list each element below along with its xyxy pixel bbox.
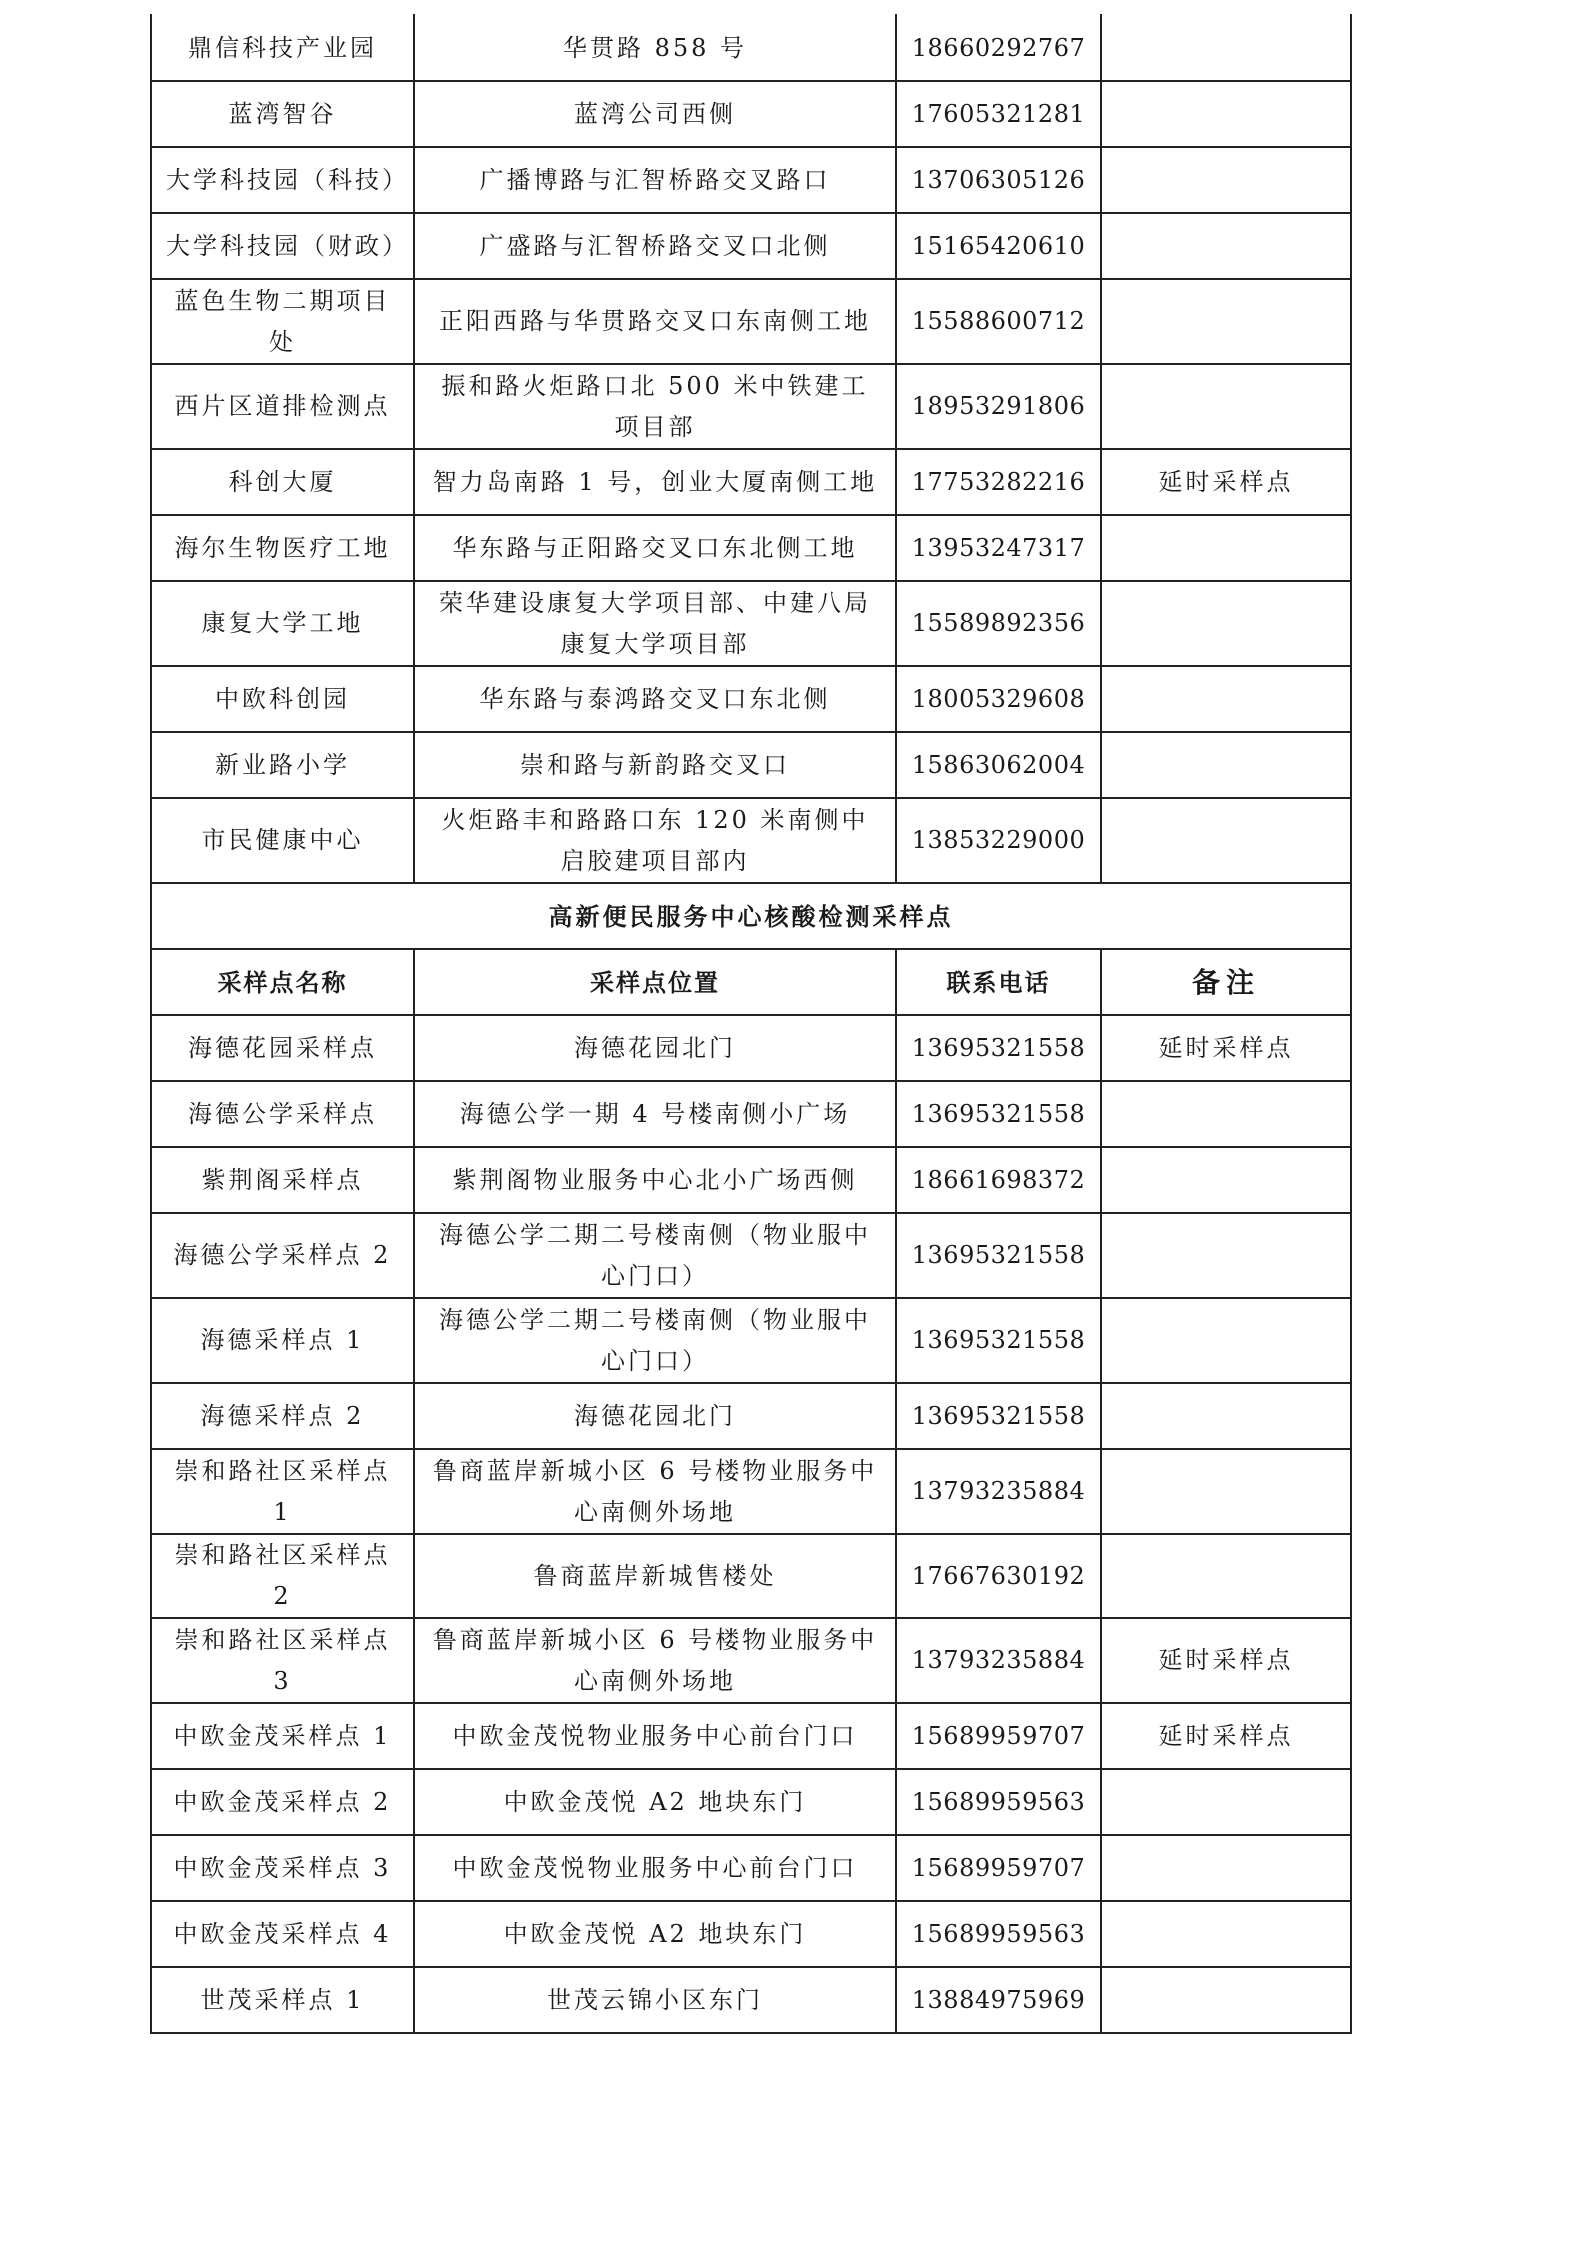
site-note-cell	[1101, 581, 1351, 666]
site-location-cell: 崇和路与新韵路交叉口	[414, 732, 896, 798]
site-note-cell	[1101, 364, 1351, 449]
table-row	[151, 15, 1351, 81]
site-name-cell: 中欧金茂采样点 2	[151, 1769, 414, 1835]
site-location-cell: 华东路与正阳路交叉口东北侧工地	[414, 515, 896, 581]
site-note-cell	[1101, 81, 1351, 147]
site-phone-cell: 15589892356	[896, 581, 1101, 666]
site-name-cell: 海德花园采样点	[151, 1015, 414, 1081]
site-note-cell	[1101, 1901, 1351, 1967]
site-name-cell: 海德采样点 1	[151, 1298, 414, 1383]
site-name-cell: 崇和路社区采样点 3	[151, 1618, 414, 1703]
site-phone-cell: 15863062004	[896, 732, 1101, 798]
site-location-cell: 火炬路丰和路路口东 120 米南侧中启胶建项目部内	[414, 798, 896, 883]
table-row	[151, 1298, 1351, 1383]
table-row	[151, 449, 1351, 515]
site-note-cell	[1101, 1967, 1351, 2033]
table-row	[151, 81, 1351, 147]
table-row	[151, 581, 1351, 666]
table-row	[151, 732, 1351, 798]
site-location-cell: 海德公学二期二号楼南侧（物业服中心门口）	[414, 1298, 896, 1383]
site-note-cell	[1101, 1769, 1351, 1835]
site-note-cell	[1101, 1298, 1351, 1383]
site-phone-cell: 13695321558	[896, 1081, 1101, 1147]
site-note-cell: 延时采样点	[1101, 1618, 1351, 1703]
site-location-cell: 中欧金茂悦物业服务中心前台门口	[414, 1703, 896, 1769]
site-name-cell: 蓝色生物二期项目处	[151, 279, 414, 364]
column-header-phone: 联系电话	[896, 949, 1101, 1015]
site-phone-cell: 15689959563	[896, 1901, 1101, 1967]
site-note-cell	[1101, 732, 1351, 798]
site-name-cell: 中欧金茂采样点 4	[151, 1901, 414, 1967]
site-phone-cell: 15689959707	[896, 1835, 1101, 1901]
site-location-cell: 鲁商蓝岸新城售楼处	[414, 1534, 896, 1618]
site-note-cell	[1101, 213, 1351, 279]
site-note-cell	[1101, 1147, 1351, 1213]
site-location-cell: 紫荆阁物业服务中心北小广场西侧	[414, 1147, 896, 1213]
site-phone-cell: 18005329608	[896, 666, 1101, 732]
site-name-cell: 中欧金茂采样点 3	[151, 1835, 414, 1901]
table-row	[151, 1015, 1351, 1081]
site-phone-cell: 13853229000	[896, 798, 1101, 883]
site-name-cell: 科创大厦	[151, 449, 414, 515]
site-note-cell	[1101, 798, 1351, 883]
site-note-cell	[1101, 515, 1351, 581]
site-name-cell: 西片区道排检测点	[151, 364, 414, 449]
site-location-cell: 世茂云锦小区东门	[414, 1967, 896, 2033]
site-name-cell: 新业路小学	[151, 732, 414, 798]
site-location-cell: 海德花园北门	[414, 1015, 896, 1081]
site-name-cell: 大学科技园（财政）	[151, 213, 414, 279]
column-header-location: 采样点位置	[414, 949, 896, 1015]
column-header-note: 备注	[1101, 949, 1351, 1015]
table-row	[151, 1835, 1351, 1901]
site-name-cell: 鼎信科技产业园	[151, 15, 414, 81]
site-note-cell	[1101, 1213, 1351, 1298]
table-row	[151, 1081, 1351, 1147]
site-note-cell	[1101, 279, 1351, 364]
site-note-cell	[1101, 1835, 1351, 1901]
site-location-cell: 振和路火炬路口北 500 米中铁建工项目部	[414, 364, 896, 449]
site-note-cell	[1101, 666, 1351, 732]
site-phone-cell: 17753282216	[896, 449, 1101, 515]
table-row	[151, 1901, 1351, 1967]
table-row	[151, 1967, 1351, 2033]
site-name-cell: 蓝湾智谷	[151, 81, 414, 147]
site-location-cell: 华贯路 858 号	[414, 15, 896, 81]
site-phone-cell: 15689959707	[896, 1703, 1101, 1769]
site-note-cell	[1101, 147, 1351, 213]
table-row	[151, 1383, 1351, 1449]
site-phone-cell: 13793235884	[896, 1618, 1101, 1703]
site-name-cell: 中欧金茂采样点 1	[151, 1703, 414, 1769]
sampling-sites-table	[150, 14, 1352, 2034]
site-name-cell: 海德公学采样点 2	[151, 1213, 414, 1298]
site-phone-cell: 13695321558	[896, 1213, 1101, 1298]
site-location-cell: 海德公学一期 4 号楼南侧小广场	[414, 1081, 896, 1147]
table-body	[151, 15, 1351, 2033]
site-note-cell: 延时采样点	[1101, 449, 1351, 515]
table-row	[151, 1449, 1351, 1534]
site-location-cell: 广盛路与汇智桥路交叉口北侧	[414, 213, 896, 279]
site-name-cell: 海德采样点 2	[151, 1383, 414, 1449]
site-name-cell: 中欧科创园	[151, 666, 414, 732]
section-title-row	[151, 883, 1351, 949]
site-location-cell: 华东路与泰鸿路交叉口东北侧	[414, 666, 896, 732]
site-phone-cell: 18953291806	[896, 364, 1101, 449]
table-row	[151, 213, 1351, 279]
site-phone-cell: 15165420610	[896, 213, 1101, 279]
site-name-cell: 市民健康中心	[151, 798, 414, 883]
site-location-cell: 荣华建设康复大学项目部、中建八局康复大学项目部	[414, 581, 896, 666]
site-name-cell: 大学科技园（科技）	[151, 147, 414, 213]
table-header-row	[151, 949, 1351, 1015]
site-note-cell: 延时采样点	[1101, 1015, 1351, 1081]
site-name-cell: 海德公学采样点	[151, 1081, 414, 1147]
site-location-cell: 中欧金茂悦 A2 地块东门	[414, 1901, 896, 1967]
site-location-cell: 鲁商蓝岸新城小区 6 号楼物业服务中心南侧外场地	[414, 1449, 896, 1534]
site-phone-cell: 17605321281	[896, 81, 1101, 147]
site-location-cell: 鲁商蓝岸新城小区 6 号楼物业服务中心南侧外场地	[414, 1618, 896, 1703]
site-note-cell	[1101, 15, 1351, 81]
table-row	[151, 798, 1351, 883]
site-phone-cell: 15588600712	[896, 279, 1101, 364]
table-row	[151, 364, 1351, 449]
site-note-cell	[1101, 1449, 1351, 1534]
table-row	[151, 1618, 1351, 1703]
table-row	[151, 1769, 1351, 1835]
site-phone-cell: 13706305126	[896, 147, 1101, 213]
site-name-cell: 崇和路社区采样点 2	[151, 1534, 414, 1618]
site-phone-cell: 13695321558	[896, 1298, 1101, 1383]
site-location-cell: 中欧金茂悦 A2 地块东门	[414, 1769, 896, 1835]
site-name-cell: 世茂采样点 1	[151, 1967, 414, 2033]
table-row	[151, 279, 1351, 364]
site-location-cell: 海德公学二期二号楼南侧（物业服中心门口）	[414, 1213, 896, 1298]
site-phone-cell: 13793235884	[896, 1449, 1101, 1534]
site-location-cell: 正阳西路与华贯路交叉口东南侧工地	[414, 279, 896, 364]
site-note-cell	[1101, 1081, 1351, 1147]
site-name-cell: 崇和路社区采样点 1	[151, 1449, 414, 1534]
site-name-cell: 康复大学工地	[151, 581, 414, 666]
site-location-cell: 海德花园北门	[414, 1383, 896, 1449]
table-row	[151, 1213, 1351, 1298]
site-phone-cell: 13953247317	[896, 515, 1101, 581]
site-phone-cell: 15689959563	[896, 1769, 1101, 1835]
site-name-cell: 海尔生物医疗工地	[151, 515, 414, 581]
site-phone-cell: 17667630192	[896, 1534, 1101, 1618]
site-phone-cell: 13884975969	[896, 1967, 1101, 2033]
site-location-cell: 中欧金茂悦物业服务中心前台门口	[414, 1835, 896, 1901]
site-location-cell: 智力岛南路 1 号，创业大厦南侧工地	[414, 449, 896, 515]
site-phone-cell: 13695321558	[896, 1015, 1101, 1081]
table-row	[151, 147, 1351, 213]
table-row	[151, 666, 1351, 732]
table-row	[151, 1147, 1351, 1213]
column-header-name: 采样点名称	[151, 949, 414, 1015]
site-note-cell	[1101, 1383, 1351, 1449]
table-row	[151, 1703, 1351, 1769]
site-name-cell: 紫荆阁采样点	[151, 1147, 414, 1213]
site-phone-cell: 13695321558	[896, 1383, 1101, 1449]
table-row	[151, 1534, 1351, 1618]
site-note-cell	[1101, 1534, 1351, 1618]
site-location-cell: 蓝湾公司西侧	[414, 81, 896, 147]
site-phone-cell: 18661698372	[896, 1147, 1101, 1213]
site-note-cell: 延时采样点	[1101, 1703, 1351, 1769]
site-location-cell: 广播博路与汇智桥路交叉路口	[414, 147, 896, 213]
section-title: 高新便民服务中心核酸检测采样点	[151, 883, 1351, 949]
table-row	[151, 515, 1351, 581]
site-phone-cell: 18660292767	[896, 15, 1101, 81]
